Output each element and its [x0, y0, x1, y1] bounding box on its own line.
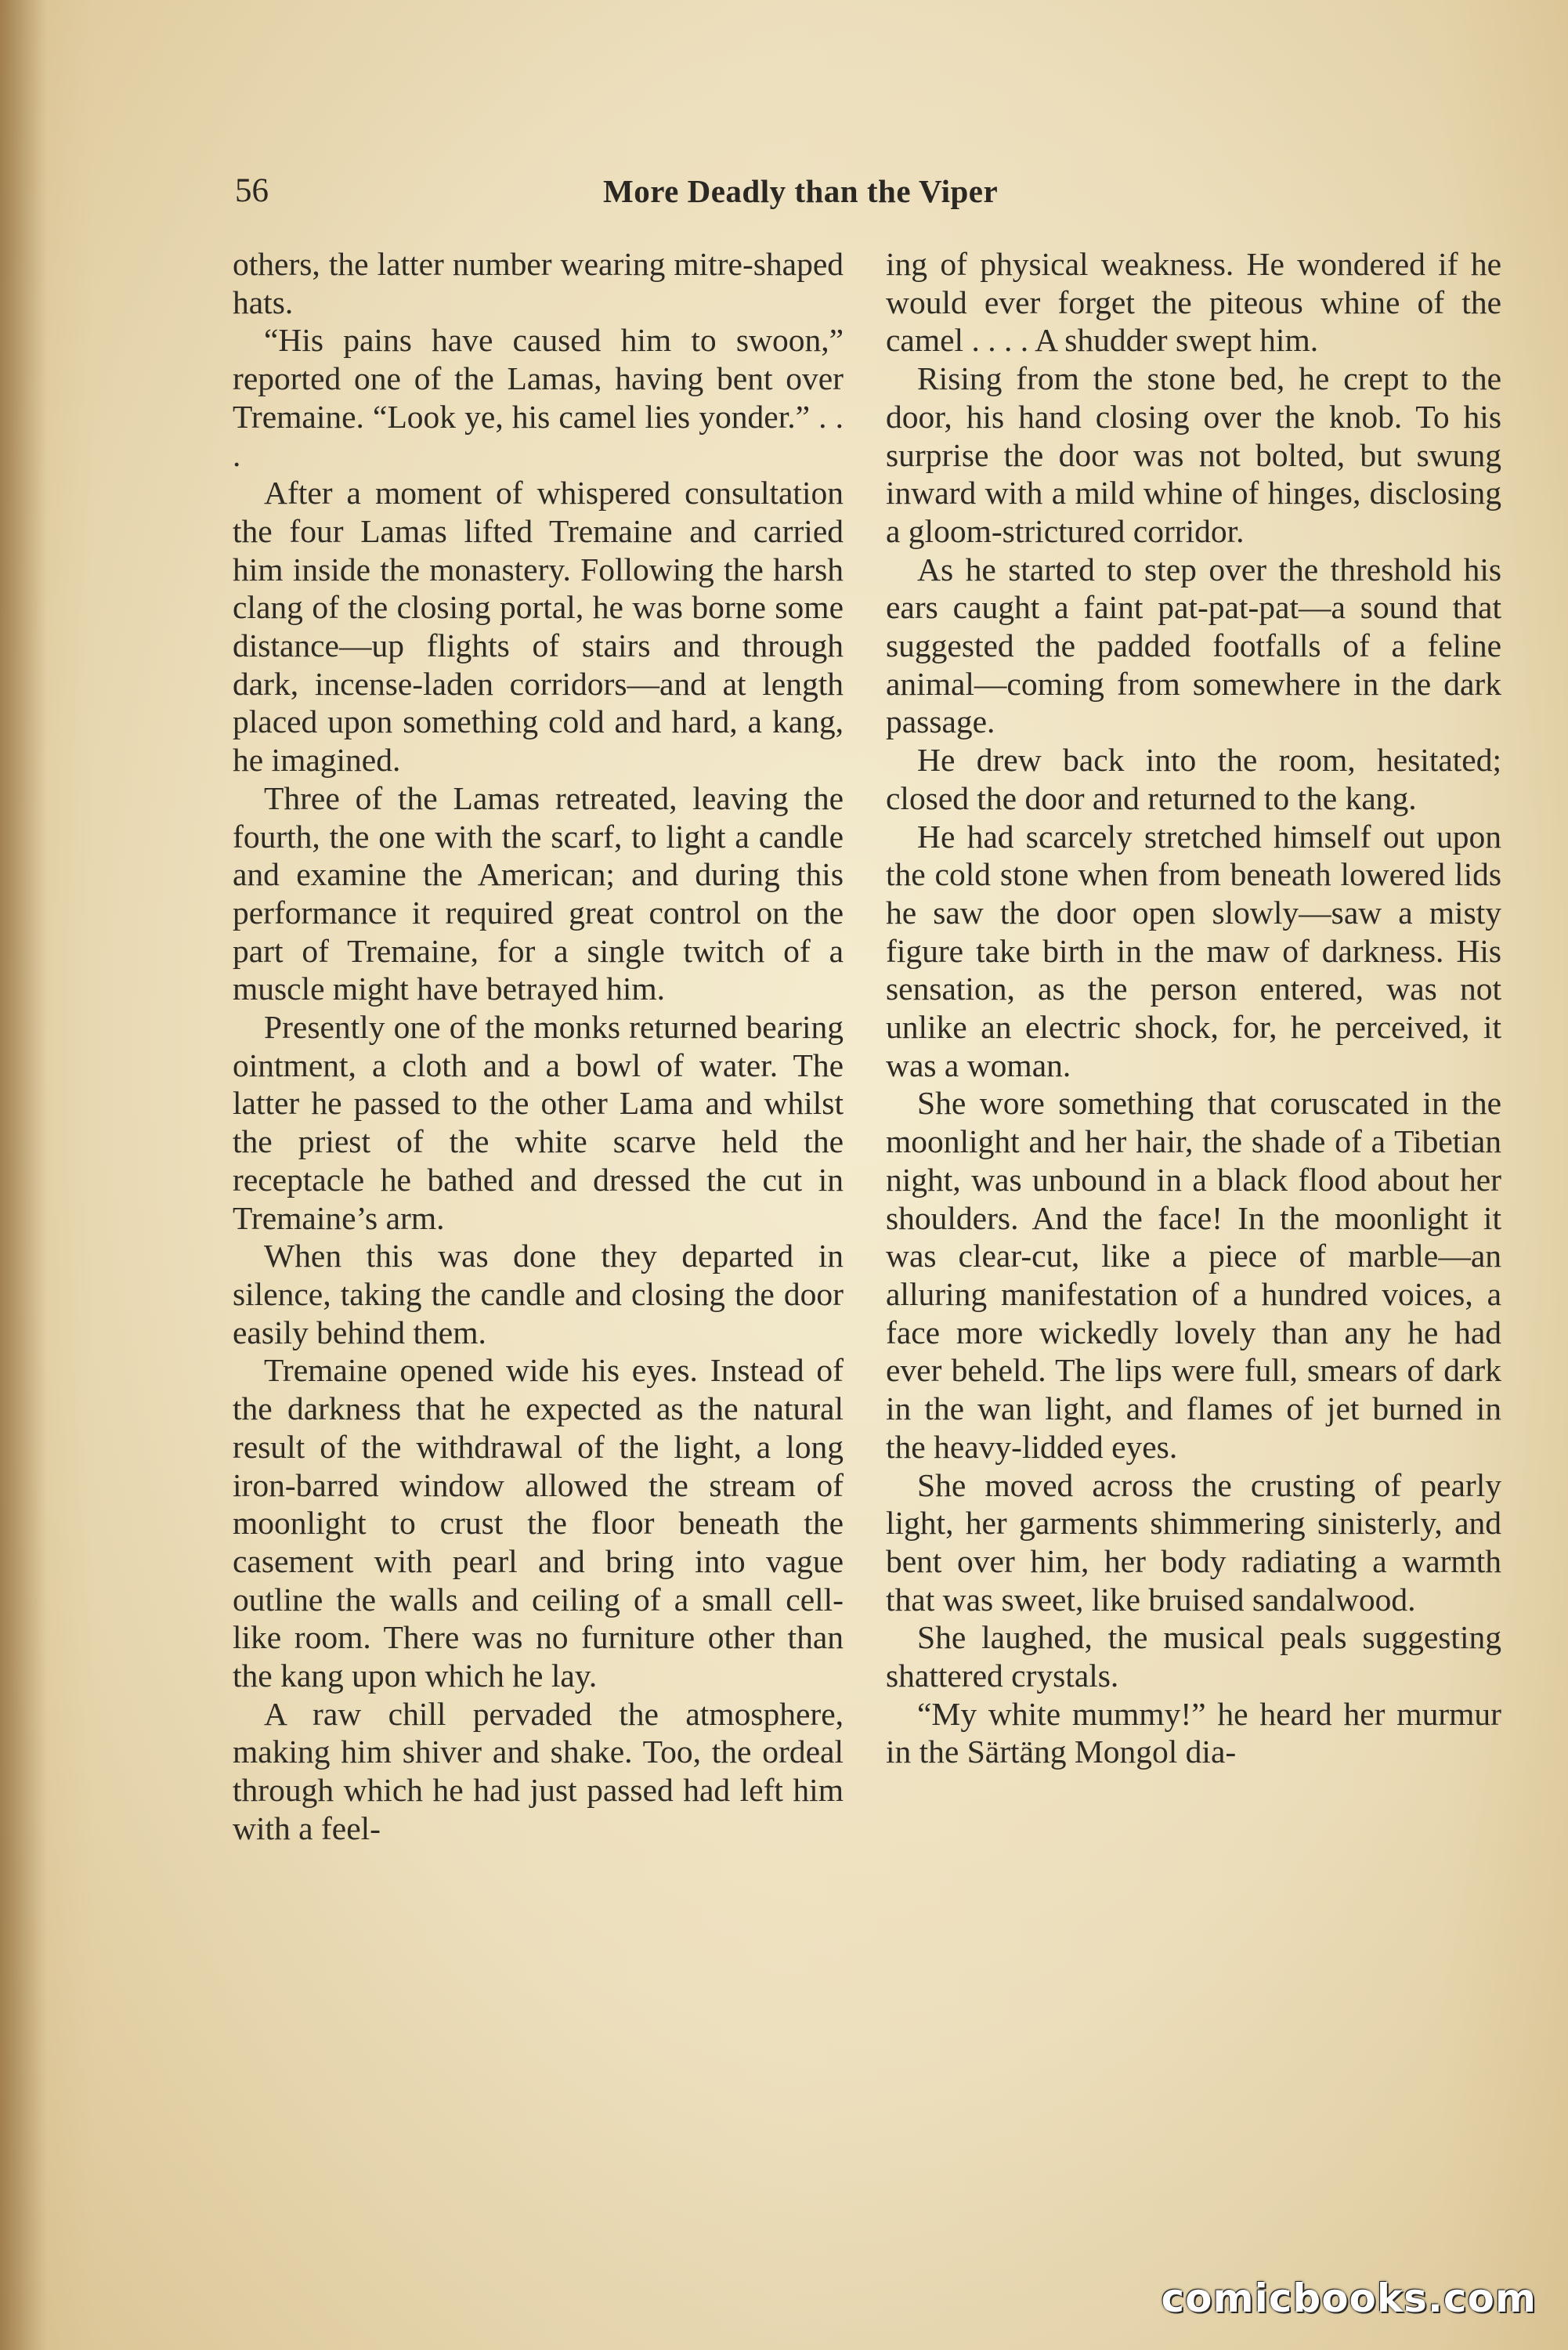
binding-shadow [0, 0, 47, 2350]
watermark-logo: comicbooks.com [1161, 2276, 1537, 2321]
paragraph: She moved across the crusting of pearly light, her garments shimmering sinisterly, and bent over him, her body radiating a warmth that was sweet, like bruised sandalwood. [886, 1466, 1501, 1618]
paragraph: A raw chill pervaded the atmosphere, making him shiver and shake. Too, the ordeal through which he had just passed had left him with a feel- [233, 1695, 844, 1846]
paragraph: Rising from the stone bed, he crept to the door, his hand closing over the knob. To his surprise the door was not bolted, but swung inward with a mild whine of hinges, disclosing a gloom-strictured corridor. [886, 360, 1501, 549]
paragraph: She laughed, the musical peals suggesting shattered crystals. [886, 1619, 1501, 1694]
page-number: 56 [235, 172, 269, 209]
paragraph: “His pains have caused him to swoon,” reported one of the Lamas, having bent over Tremaine. “Look ye, his camel lies yonder.” . . . [233, 322, 844, 473]
paragraph: Presently one of the monks returned bearing ointment, a cloth and a bowl of water. The latter he passed to the other Lama and whilst the priest of the white scarve held the receptacle he bathed and dressed the cut in Tremaine’s arm. [233, 1009, 844, 1236]
running-title: More Deadly than the Viper [603, 173, 999, 209]
paragraph: “My white mummy!” he heard her murmur in the Särtäng Mongol dia- [886, 1695, 1501, 1770]
left-column [233, 245, 844, 1848]
right-column [886, 245, 1501, 1771]
paragraph: He drew back into the room, hesitated; closed the door and returned to the kang. [886, 742, 1501, 816]
paragraph: others, the latter number wearing mitre-shaped hats. [233, 246, 844, 320]
paragraph: ing of physical weakness. He wondered if he would ever forget the piteous whine of the camel . . . . A shudder swept him. [886, 246, 1501, 359]
paragraph: He had scarcely stretched himself out upon the cold stone when from beneath lowered lids he saw the door open slowly—saw a misty figure take birth in the maw of darkness. His sensation, as the person entered, was not unlike an electric shock, for, he perceived, it was a woman. [886, 818, 1501, 1083]
paragraph: Three of the Lamas retreated, leaving the fourth, the one with the scarf, to light a candle and examine the American; and during this performance it required great control on the part of Tremaine, for a single twitch of a muscle might have betrayed him. [233, 779, 844, 1007]
paragraph: After a moment of whispered consultation the four Lamas lifted Tremaine and carried him inside the monastery. Following the harsh clang of the closing portal, he was borne some distance—up flights of stairs and through dark, incense-laden corridors—and at length placed upon something cold and hard, a kang, he imagined. [233, 475, 844, 779]
paragraph: Tremaine opened wide his eyes. Instead of the darkness that he expected as the natural result of the withdrawal of the light, a long iron-barred window allowed the stream of moonlight to crust the floor beneath the casement with pearl and bring into vague outline the walls and ceiling of a small cell-like room. There was no furniture other than the kang upon which he lay. [233, 1352, 844, 1694]
paragraph: She wore something that coruscated in the moonlight and her hair, the shade of a Tibetian night, was unbound in a black flood about her shoulders. And the face! In the moonlight it was clear-cut, like a piece of marble—an alluring manifestation of a hundred voices, a face more wickedly lovely than any he had ever beheld. The lips were full, smears of dark in the wan light, and flames of jet burned in the heavy-lidded eyes. [886, 1085, 1501, 1465]
paragraph: As he started to step over the threshold his ears caught a faint pat-pat-pat—a sound that suggested the padded footfalls of a feline animal—coming from somewhere in the dark passage. [886, 551, 1501, 740]
paragraph: When this was done they departed in silence, taking the candle and closing the door easily behind them. [233, 1238, 844, 1350]
page-header [235, 168, 1504, 215]
